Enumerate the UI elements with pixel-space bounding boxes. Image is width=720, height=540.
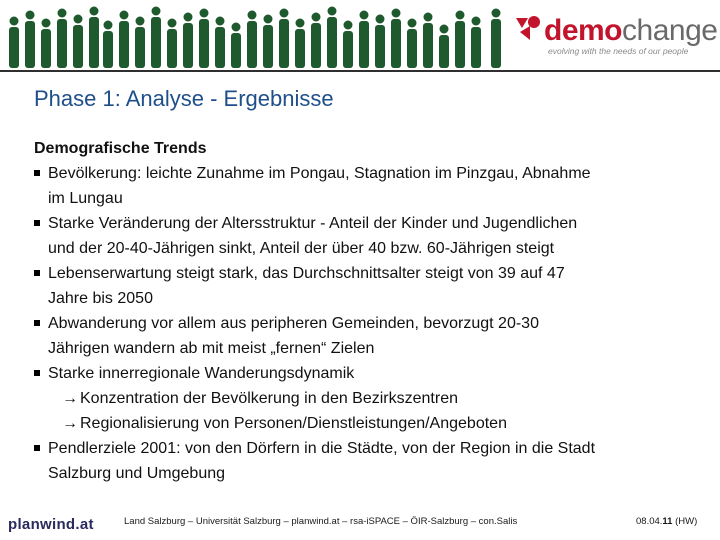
bullet-square-icon bbox=[34, 445, 40, 451]
section-title: Demografische Trends bbox=[34, 140, 207, 157]
person-head bbox=[456, 11, 465, 20]
bullet-line: Jährigen wandern ab mit meist „fernen“ Zielen bbox=[48, 340, 375, 357]
footer-credits: Land Salzburg – Universität Salzburg – planwind.at – rsa-iSPACE – ÖIR-Salzburg – con.Salis bbox=[124, 516, 518, 527]
demochange-logo bbox=[514, 14, 720, 64]
bullet-square-icon bbox=[34, 170, 40, 176]
person-body bbox=[41, 29, 51, 68]
bullet-line: Bevölkerung: leichte Zunahme im Pongau, Stagnation im Pinzgau, Abnahme bbox=[48, 165, 591, 182]
person-body bbox=[247, 21, 257, 68]
sub-bullet-text: Regionalisierung von Personen/Dienstleistungen/Angeboten bbox=[80, 415, 507, 432]
slide-content bbox=[34, 136, 706, 486]
person-head bbox=[232, 23, 241, 32]
person-head bbox=[104, 21, 113, 30]
person-head bbox=[42, 19, 51, 28]
logo-tagline: evolving with the needs of our people bbox=[548, 46, 689, 56]
person-head bbox=[74, 15, 83, 24]
person-body bbox=[311, 23, 321, 68]
person-head bbox=[152, 7, 161, 16]
sub-bullet-text: Konzentration der Bevölkerung in den Bezirkszentren bbox=[80, 390, 458, 407]
bullet-square-icon bbox=[34, 320, 40, 326]
person-body bbox=[89, 17, 99, 68]
person-body bbox=[439, 35, 449, 68]
person-body bbox=[471, 27, 481, 68]
person-body bbox=[375, 25, 385, 68]
person-body bbox=[215, 27, 225, 68]
person-head bbox=[328, 7, 337, 16]
person-body bbox=[57, 19, 67, 68]
bullet-square-icon bbox=[34, 220, 40, 226]
person-head bbox=[296, 19, 305, 28]
person-head bbox=[492, 9, 501, 18]
banner-divider bbox=[0, 70, 720, 72]
person-head bbox=[424, 13, 433, 22]
person-head bbox=[200, 9, 209, 18]
person-head bbox=[184, 13, 193, 22]
bullet-line: und der 20-40-Jährigen sinkt, Anteil der über 40 bzw. 60-Jährigen steigt bbox=[48, 240, 555, 257]
demochange-logo-mark-icon bbox=[514, 14, 544, 42]
person-head bbox=[120, 11, 129, 20]
bullet-square-icon bbox=[34, 270, 40, 276]
person-body bbox=[135, 27, 145, 68]
person-body bbox=[119, 21, 129, 68]
page-number: 11 bbox=[662, 516, 673, 527]
person-body bbox=[9, 27, 19, 68]
person-body bbox=[359, 21, 369, 68]
planwind-logo: planwind.at bbox=[8, 516, 94, 533]
person-head bbox=[344, 21, 353, 30]
bullet-line: Pendlerziele 2001: von den Dörfern in die Städte, von der Region in die Stadt bbox=[48, 440, 596, 457]
person-head bbox=[376, 15, 385, 24]
person-body bbox=[167, 29, 177, 68]
person-head bbox=[280, 9, 289, 18]
person-head bbox=[136, 17, 145, 26]
footer-suffix: (HW) bbox=[675, 516, 698, 527]
person-body bbox=[151, 17, 161, 68]
person-body bbox=[103, 31, 113, 68]
person-head bbox=[408, 19, 417, 28]
person-head bbox=[90, 7, 99, 16]
footer-date: 08.04. bbox=[636, 516, 663, 527]
bullet-square-icon bbox=[34, 370, 40, 376]
bullet-item bbox=[34, 261, 706, 311]
person-body bbox=[455, 21, 465, 68]
bullet-line: Abwanderung vor allem aus peripheren Gemeinden, bevorzugt 20-30 bbox=[48, 315, 539, 332]
person-head bbox=[360, 11, 369, 20]
bullet-item bbox=[34, 161, 706, 211]
bullet-item bbox=[34, 311, 706, 361]
arrow-right-icon: → bbox=[62, 390, 78, 407]
person-head bbox=[312, 13, 321, 22]
person-body bbox=[199, 19, 209, 68]
person-body bbox=[343, 31, 353, 68]
person-body bbox=[73, 25, 83, 68]
person-body bbox=[25, 21, 35, 68]
person-head bbox=[10, 17, 19, 26]
bullet-line: Starke Veränderung der Altersstruktur - Anteil der Kinder und Jugendlichen bbox=[48, 215, 578, 232]
person-body bbox=[491, 19, 501, 68]
person-body bbox=[279, 19, 289, 68]
person-body bbox=[391, 19, 401, 68]
footer-page-info bbox=[636, 516, 697, 527]
person-head bbox=[248, 11, 257, 20]
logo-wordmark: demochange bbox=[544, 14, 718, 47]
person-body bbox=[295, 29, 305, 68]
person-head bbox=[392, 9, 401, 18]
person-body bbox=[263, 25, 273, 68]
person-head bbox=[26, 11, 35, 20]
bullet-line: im Lungau bbox=[48, 190, 123, 207]
arrow-right-icon: → bbox=[62, 415, 78, 432]
header-banner bbox=[0, 0, 720, 74]
person-head bbox=[264, 15, 273, 24]
person-head bbox=[216, 17, 225, 26]
person-body bbox=[407, 29, 417, 68]
person-body bbox=[231, 33, 241, 68]
person-head bbox=[168, 19, 177, 28]
person-body bbox=[183, 23, 193, 68]
sub-bullet-line bbox=[48, 411, 706, 436]
bullet-line: Jahre bis 2050 bbox=[48, 290, 153, 307]
bullet-line: Lebenserwartung steigt stark, das Durchschnittsalter steigt von 39 auf 47 bbox=[48, 265, 565, 282]
bullet-list bbox=[34, 161, 706, 486]
sub-bullet-line bbox=[48, 386, 706, 411]
person-head bbox=[440, 25, 449, 34]
bullet-item bbox=[34, 436, 706, 486]
person-head bbox=[58, 9, 67, 18]
bullet-item bbox=[34, 361, 706, 436]
person-body bbox=[423, 23, 433, 68]
bullet-line: Salzburg und Umgebung bbox=[48, 465, 226, 482]
bullet-line: Starke innerregionale Wanderungsdynamik bbox=[48, 365, 355, 382]
bullet-item bbox=[34, 211, 706, 261]
person-body bbox=[327, 17, 337, 68]
person-head bbox=[472, 17, 481, 26]
slide-title: Phase 1: Analyse - Ergebnisse bbox=[34, 86, 334, 111]
